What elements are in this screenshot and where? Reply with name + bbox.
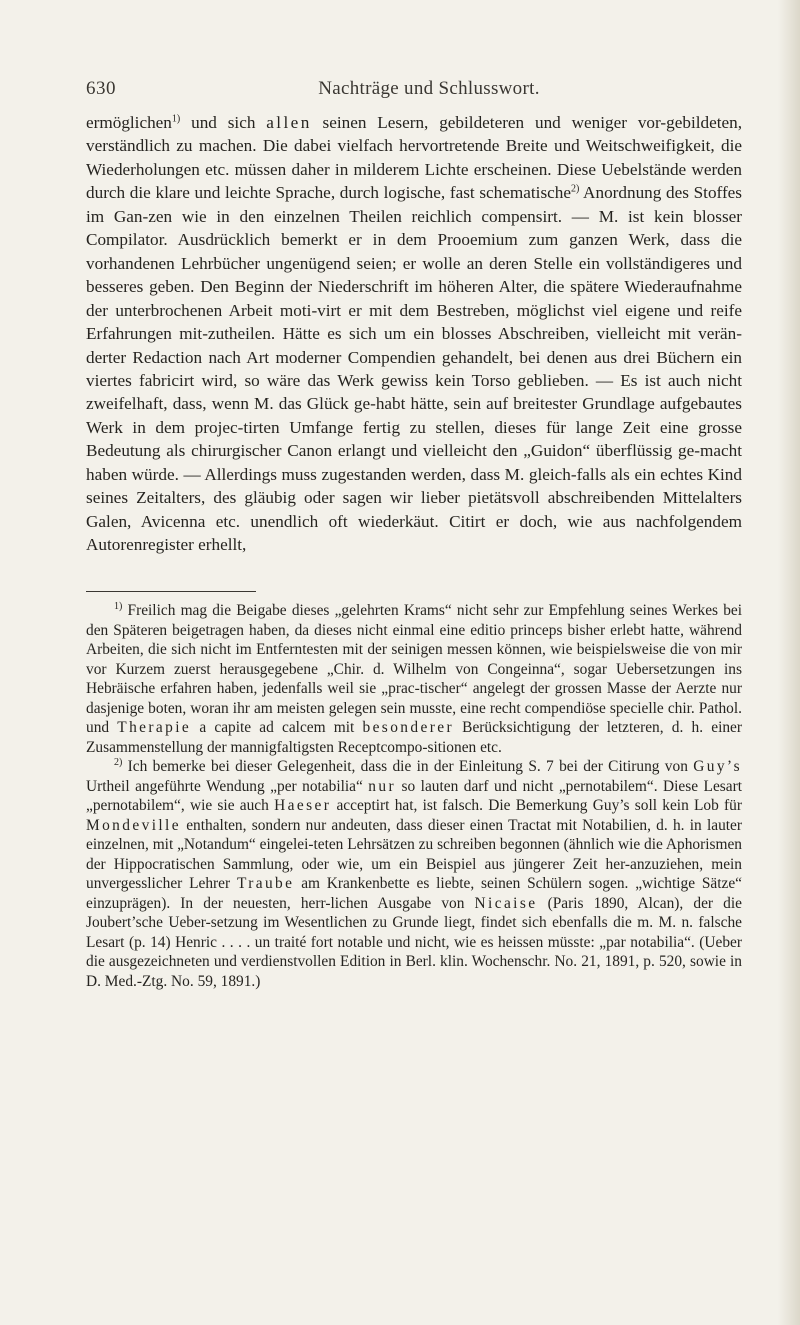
footnotes [86, 601, 742, 991]
text-run: Ich bemerke bei dieser Gelegenheit, dass die in der Einleitung S. 7 bei der Citirung von [122, 758, 694, 775]
text-run: Berücksichtigung der letzteren, d. h. einer Zusammenstellung der mannigfaltigsten Receptcompo-sitionen etc. [86, 719, 742, 756]
text-run: am Krankenbette es liebte, seinen Schülern sogen. „wichtige Sätze“ einzuprägen). In der neuesten, herr-lichen Ausgabe von [86, 875, 742, 912]
main-text [86, 111, 742, 557]
text-run: Urtheil angeführte Wendung „per notabilia“ [86, 777, 369, 795]
footnote-ref-2: 2) [570, 183, 580, 195]
emphasis-spaced: Therapie [117, 719, 192, 736]
page-edge-shadow [778, 0, 800, 1325]
text-run: enthalten, sondern nur andeuten, dass dieser einen Tractat mit Notabilien, d. h. in lauter einzelnen, mit „Notandum“ eingelei-teten Lehrsätzen zu schreiben begonnen (ähnlich wie die Aphorismen der Hippocratischen Sammlung, oder wie, um ein Beispiel aus jüngerer Zeit her-anzuziehen, mein unvergesslicher Lehrer [86, 816, 742, 892]
text-run: ermöglichen [86, 113, 172, 132]
text-run: acceptirt hat, ist falsch. Die Bemerkung Guy’s soll kein Lob für [331, 797, 742, 814]
emphasis-spaced: Haeser [274, 797, 332, 814]
text-run: a capite ad calcem mit [191, 719, 363, 736]
footnote-rule [86, 591, 256, 592]
footnote-2 [86, 757, 742, 991]
footnote-1 [86, 601, 742, 757]
footnote-mark: 1) [114, 600, 123, 612]
emphasis-spaced: besonderer [362, 719, 454, 736]
footnote-ref-1: 1) [171, 113, 181, 125]
page-header [86, 78, 736, 108]
main-paragraph [86, 111, 742, 557]
emphasis-spaced: nur [368, 777, 397, 795]
emphasis-spaced: Nicaise [474, 894, 538, 912]
text-run: seinen Lesern, gebildeteren und weniger vor-gebildeten, verständlich zu machen. Die dabei vielfach hervortretende Breite und Weitschweifigkeit, die Wiederholungen etc. müssen daher in milderem Lichte erscheinen. Diese Uebelstände werden durch die klare und leichte Sprache, durch logische, fast schematische [86, 113, 743, 203]
emphasis-spaced: Guy’s [693, 758, 742, 775]
text-run: so lauten darf und nicht „pernotabilem“. Diese Lesart „pernotabilem“, wie sie auch [86, 777, 742, 814]
emphasis-spaced: Traube [236, 875, 295, 892]
page-number: 630 [86, 78, 116, 99]
text-run: Anordnung des Stoffes im Gan-zen wie in den einzelnen Theilen reichlich compensirt. — M. ist kein blosser Compilator. Ausdrücklich bemerkt er in dem Prooemium zum ganzen Werk, dass die vorhandenen Lehrbücher ungenügend seien; er wolle an deren Stelle ein vollständigeres und besseres geben. Den Beginn der Niederschrift im höheren Alter, die spätere Wiederaufnahme der unterbrochenen Arbeit moti-virt er mit dem Bestreben, möglichst viel eigene und reife Erfahrungen mit-zutheilen. Hätte es sich um ein blosses Abschreiben, vielleicht mit verän-derter Redaction nach Art moderner Compendien gehandelt, bei denen aus drei Büchern ein viertes fabricirt wird, so wäre das Werk gewiss kein Torso geblieben. — Es ist auch nicht zweifelhaft, dass, wenn M. das Glück ge-habt hätte, sein auf breitester Grundlage aufgebautes Werk in dem projec-tirten Umfange fertig zu stellen, dieses für lange Zeit eine grosse Bedeutung als chirurgischer Canon erlangt und vielleicht den „Guidon“ überflüssig ge-macht haben würde. — Allerdings muss zugestanden werden, dass M. gleich-falls als ein echtes Kind seines Zeitalters, des gläubig oder sagen wir lieber pietätsvoll abschreibenden Mittelalters Galen, Avicenna etc. unendlich oft wiederkäut. Citirt er doch, wie aus nachfolgendem Autorenregister erhellt, [86, 183, 742, 555]
emphasis-spaced: allen [266, 113, 312, 132]
text-run: Freilich mag die Beigabe dieses „gelehrten Krams“ nicht sehr zur Empfehlung seines Werkes bei den Späteren beigetragen haben, da dieses nicht einmal eine editio princeps bisher erlebt hatte, während Arbeiten, die sich nicht im Entferntesten mit der seinigen messen können, wie beispielsweise die von mir vor Kurzem zuerst herausgegebene „Chir. d. Wilhelm von Congeinna“, sogar Uebersetzungen ins Hebräische erfahren haben, jedenfalls weil sie „prac-tischer“ angelegt der grossen Masse der Aerzte nur dasjenige boten, woran ihr am meisten gelegen sein musste, eine recht compendiöse specielle chir. Pathol. und [86, 602, 742, 736]
emphasis-spaced: Mondeville [86, 816, 181, 834]
text-run: (Paris 1890, Alcan), der die Joubert’sche Ueber-setzung im Wesentlichen zu Grunde liegt, findet sich ebenfalls die m. M. n. falsche Lesart (p. 14) Henric . . . . un traité fort notable und nicht, wie es heissen müsste: „par notabilia“. (Ueber die ausgezeichneten und verdienstvollen Edition in Berl. klin. Wochenschr. No. 21, 1891, p. 520, sowie in D. Med.-Ztg. No. 59, 1891.) [86, 894, 742, 990]
running-head: Nachträge und Schlusswort. [318, 78, 540, 99]
text-run: und sich [180, 113, 267, 132]
footnote-mark: 2) [114, 756, 123, 768]
